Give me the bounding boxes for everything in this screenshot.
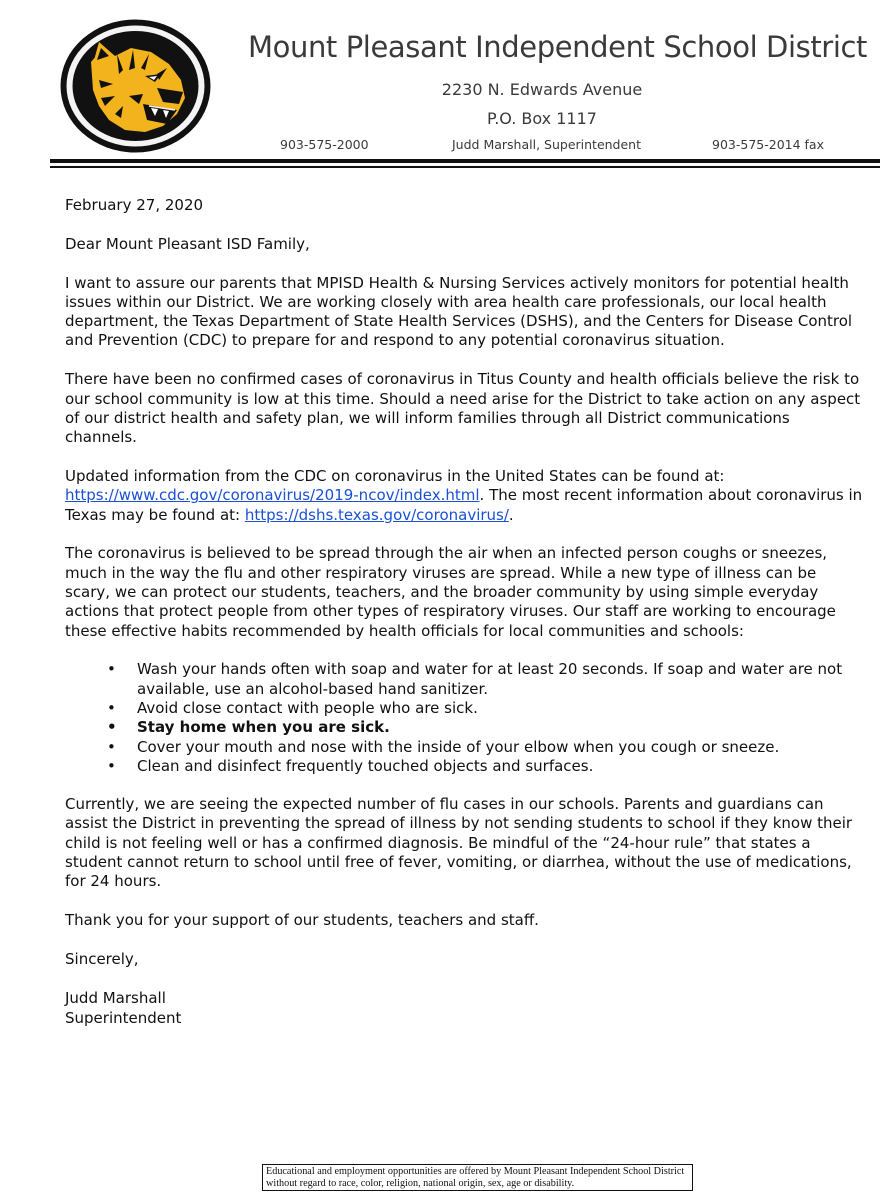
letterhead (0, 0, 887, 170)
paragraph-spread: The coronavirus is believed to be spread through the air when an infected person coughs or sneezes, much in the way the flu and other respiratory viruses are spread. While a new type of illness can be scary, we can protect our students, teachers, and the broader community by using simple everyday actions that protect people from other types of respiratory viruses. Our staff are working to encourage these effective habits recommended by health officials for local communities and schools: (65, 544, 836, 640)
resources-text-middle: . The most recent information about coronavirus in Texas may be found at: (65, 486, 863, 524)
paragraph-thanks: Thank you for your support of our students, teachers and staff. (65, 911, 539, 930)
bullet-icon: • (107, 698, 116, 717)
tiger-head-logo-icon (59, 18, 212, 154)
superintendent-line: Judd Marshall, Superintendent (452, 137, 642, 152)
nondiscrimination-notice: Educational and employment opportunities are offered by Mount Pleasant Independent School District without regard to race, color, religion, national origin, sex, age or disability. (262, 1164, 693, 1191)
address-line-1: 2230 N. Edwards Avenue (441, 80, 643, 99)
signer-name: Judd Marshall (65, 989, 166, 1008)
paragraph-monitoring: I want to assure our parents that MPISD Health & Nursing Services actively monitors for potential health issues within our District. We are working closely with area health care professionals, our local health department, the Texas Department of State Health Services (DSHS), and the Centers for Disease Control and Prevention (CDC) to prepare for and respond to any potential coronavirus situation. (65, 273, 853, 350)
fax-number: 903-575-2014 fax (712, 137, 824, 152)
paragraph-resources (65, 467, 865, 525)
letter-body (65, 196, 865, 1028)
resources-text-after: . (508, 505, 514, 524)
header-divider-thick (50, 159, 880, 163)
list-item (65, 699, 865, 718)
bullet-icon: • (107, 718, 117, 737)
habits-list (65, 660, 865, 776)
signer-title: Superintendent (65, 1008, 182, 1027)
bullet-icon: • (107, 737, 116, 756)
list-item-text: Clean and disinfect frequently touched objects and surfaces. (137, 756, 594, 775)
cdc-link[interactable]: https://www.cdc.gov/coronavirus/2019-ncov/index.html (65, 486, 480, 505)
header-divider-thin (50, 166, 880, 168)
bullet-icon: • (107, 756, 116, 775)
paragraph-flu-cases: Currently, we are seeing the expected number of flu cases in our schools. Parents and guardians can assist the District in preventing the spread of illness by not sending students to school if they know their child is not feeling well or has a confirmed diagnosis. Be mindful of the “24-hour rule” that states a student cannot return to school until free of fever, vomiting, or diarrhea, without the use of medications, for 24 hours. (65, 795, 853, 891)
list-item (65, 718, 865, 737)
list-item-text: Wash your hands often with soap and water for at least 20 seconds. If soap and water are not available, use an alcohol-based hand sanitizer. (137, 660, 843, 698)
list-item-text: Cover your mouth and nose with the inside of your elbow when you cough or sneeze. (137, 737, 780, 756)
letter-closing: Sincerely, (65, 949, 139, 968)
list-item (65, 738, 865, 757)
paragraph-no-cases: There have been no confirmed cases of coronavirus in Titus County and health officials believe the risk to our school community is low at this time. Should a need arise for the District to take action on any aspect of our district health and safety plan, we will inform families through all District communications channels. (65, 370, 861, 447)
letter-date: February 27, 2020 (65, 196, 204, 214)
district-name: Mount Pleasant Independent School District (248, 30, 868, 64)
list-item (65, 660, 865, 699)
list-item (65, 757, 865, 776)
list-item-text: Stay home when you are sick. (137, 718, 390, 737)
letter-greeting: Dear Mount Pleasant ISD Family, (65, 235, 310, 254)
dshs-link[interactable]: https://dshs.texas.gov/coronavirus/ (244, 505, 509, 524)
resources-text-before: Updated information from the CDC on coronavirus in the United States can be found at: (65, 466, 725, 485)
address-line-2: P.O. Box 1117 (487, 109, 597, 128)
list-item-text: Avoid close contact with people who are sick. (137, 698, 478, 717)
phone-number: 903-575-2000 (280, 137, 369, 152)
bullet-icon: • (107, 660, 116, 679)
